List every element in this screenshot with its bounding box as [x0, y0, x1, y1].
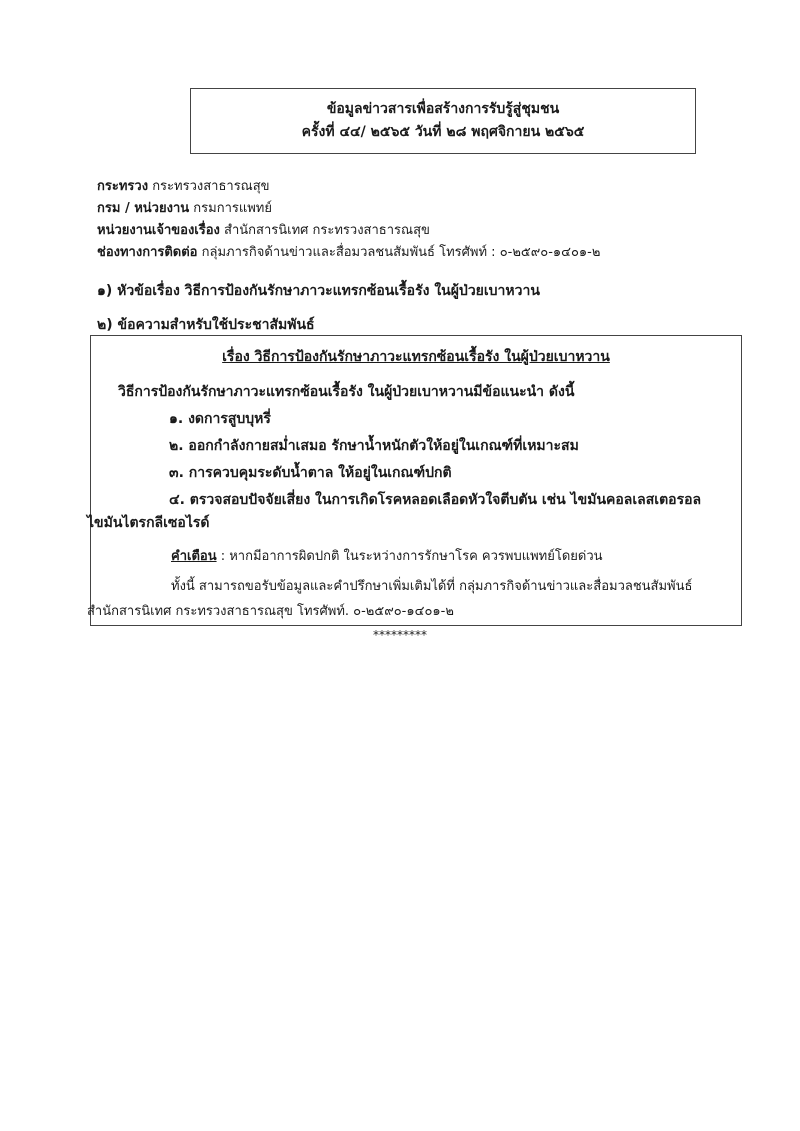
ministry-value: กระทรวงสาธารณสุข [152, 179, 270, 194]
end-mark: ********* [373, 628, 427, 642]
contact-note-line2: สำนักสารนิเทศ กระทรวงสาธารณสุข โทรศัพท์. ๐-๒๕๙๐-๑๔๐๑-๒ [87, 604, 454, 619]
document-title: ข้อมูลข่าวสารเพื่อสร้างการรับรู้สู่ชุมชน [326, 101, 560, 117]
department-label: กรม / หน่วยงาน [97, 201, 190, 216]
contact-value: กลุ่มภารกิจด้านข่าวและสื่อมวลชนสัมพันธ์ โทรศัพท์ : ๐-๒๕๙๐-๑๔๐๑-๒ [201, 245, 601, 260]
advice-item: ๔. ตรวจสอบปัจจัยเสี่ยง ในการเกิดโรคหลอดเลือดหัวใจตีบตัน เช่น ไขมันคอลเลสเตอรอล [169, 492, 702, 508]
meta-ministry [97, 176, 737, 198]
warning-text: : หากมีอาการผิดปกติ ในระหว่างการรักษาโรค ควรพบแพทย์โดยด่วน [216, 549, 603, 564]
press-release-intro: วิธีการป้องกันรักษาภาวะแทรกซ้อนเรื้อรัง ในผู้ป่วยเบาหวานมีข้อแนะนำ ดังนี้ [118, 384, 575, 400]
advice-item: ๒. ออกกำลังกายสม่ำเสมอ รักษาน้ำหนักตัวให้อยู่ในเกณฑ์ที่เหมาะสม [169, 438, 579, 454]
section-message: ๒) ข้อความสำหรับใช้ประชาสัมพันธ์ [97, 317, 315, 333]
advice-item-continuation: ไขมันไตรกลีเซอไรด์ [87, 515, 210, 531]
warning-line [171, 545, 603, 566]
owner-value: สำนักสารนิเทศ กระทรวงสาธารณสุข [224, 223, 430, 238]
advice-item: ๓. การควบคุมระดับน้ำตาล ให้อยู่ในเกณฑ์ปกติ [169, 465, 452, 481]
ministry-label: กระทรวง [97, 179, 149, 194]
header-box [190, 88, 696, 154]
contact-note-line1: ทั้งนี้ สามารถขอรับข้อมูลและคำปรึกษาเพิ่มเติมได้ที่ กลุ่มภารกิจด้านข่าวและสื่อมวลชนสัมพันธ์ [171, 579, 693, 594]
meta-contact [97, 242, 737, 264]
owner-label: หน่วยงานเจ้าของเรื่อง [97, 223, 220, 238]
contact-label: ช่องทางการติดต่อ [97, 245, 198, 260]
department-value: กรมการแพทย์ [193, 201, 272, 216]
meta-owner [97, 220, 737, 242]
issue-line: ครั้งที่ ๔๔/ ๒๕๖๕ วันที่ ๒๘ พฤศจิกายน ๒๕๖๕ [301, 124, 585, 140]
meta-department [97, 198, 737, 220]
meta-block [97, 176, 737, 264]
press-release-title: เรื่อง วิธีการป้องกันรักษาภาวะแทรกซ้อนเรื้อรัง ในผู้ป่วยเบาหวาน [222, 349, 610, 365]
warning-label: คำเตือน [171, 549, 217, 564]
advice-item: ๑. งดการสูบบุหรี่ [169, 411, 271, 427]
section-topic: ๑) หัวข้อเรื่อง วิธีการป้องกันรักษาภาวะแทรกซ้อนเรื้อรัง ในผู้ป่วยเบาหวาน [97, 283, 540, 299]
press-release-box [87, 335, 742, 626]
